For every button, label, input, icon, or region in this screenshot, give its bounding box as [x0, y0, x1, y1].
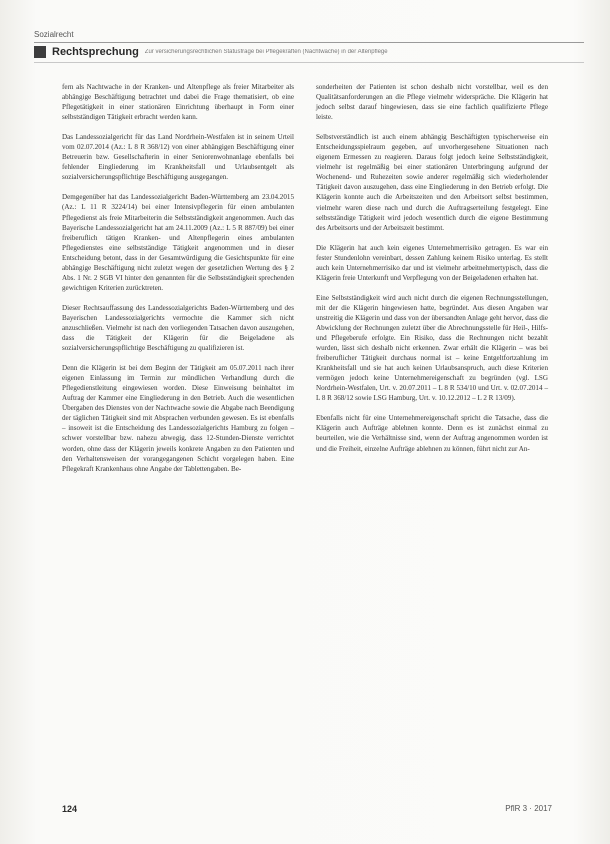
right-column — [316, 82, 548, 464]
paragraph: Die Klägerin hat auch kein eigenes Unternehmerrisiko getragen. Es war ein fester Stundenlohn vereinbart, dessen Zahlung keinem Risiko unterlag. Es stellt auch kein Unternehmerrisiko dar und ist vielmehr arbeitnehmertypisch, dass die Klägerin freie Unterkunft und Verpflegung von der Beigeladenen erhalten hat. — [316, 243, 548, 282]
header-rule — [34, 42, 584, 43]
paragraph: Das Landessozialgericht für das Land Nordrhein-Westfalen ist in seinem Urteil vom 02.07.2014 (Az.: L 8 R 368/12) von einer abhängigen Beschäftigung einer Betreuerin bzw. Gesellschafterin in einer Seniorenwohnanlage ebenfalls bei fehlender Eingliederung im Krankheitsfall und Urlaubsentgelt als sozialversicherungspflichtige Beschäftigung ausgegangen. — [62, 133, 294, 182]
paragraph: Eine Selbstständigkeit wird auch nicht durch die eigenen Rechnungsstellungen, mit der die Klägerin hingewiesen hatte, begründet. Aus diesen Angaben war unstreitig die Klägerin und dass von der übersandten Anlage geht hervor, dass die Abwicklung der Rechnungen zuletzt über die Abrechnungsstelle für Heil-, Hilfs- und Pflegeberufe erfolgte. Ein Risiko, dass die Rechnungen nicht bezahlt wurden, lässt sich deshalb nicht erkennen. Zwar erhält die Klägerin – was bei freiberuflicher Tätigkeit durchaus normal ist – keine Entgeltfortzahlung im Krankheitsfall und sie hat auch keinen Urlaubsanspruch, auch diese Kriterien vermögen jedoch keine Unternehmereigenschaft zu begründen (vgl. LSG Nordrhein-Westfalen, Urt. v. 20.07.2011 – L 8 R 534/10 und Urt. v. 02.07.2014 – L 8 R 368/12 sowie LSG Hamburg, Urt. v. 10.12.2012 – L 2 R 13/09). — [316, 293, 548, 403]
section-label: Sozialrecht — [34, 30, 74, 39]
paragraph: Dieser Rechtsauffassung des Landessozialgerichts Baden-Württemberg und des Bayerischen Landessozialgerichts vermochte die Kammer sich nicht anzuschließen. Vielmehr ist nach den vorliegenden Tatsachen davon auszugehen, dass die Tätigkeit der Klägerin für die Beigeladene als sozialversicherungspflichtige Beschäftigung zu qualifizieren ist. — [62, 303, 294, 353]
paragraph: Denn die Klägerin ist bei dem Beginn der Tätigkeit am 05.07.2011 nach ihrer eigenen Einlassung im Termin zur mündlichen Verhandlung durch die Pflegedienstleitung eingewiesen worden. Diese Einweisung beinhaltet im Auftrag der Kammer eine Eingliederung in den Betrieb. Auch die wesentlichen Übergaben des Dienstes von der Nachtwache sowie die Abgabe nach Beendigung der täglichen Tätigkeit sind mit Absprachen verbunden gewesen. Es ist ebenfalls – insoweit ist die Entscheidung des Landessozialgerichts Hamburg zu folgen – schwer vorstellbar bzw. nahezu abwegig, dass 12-Stunden-Dienste verrichtet worden, ohne dass der Klägerin jeweils konkrete Angaben zu den Patienten und den Verhaltensweisen der vorangegangenen Schicht vorgelegen haben. Eine Pflegekraft Krankenhaus ohne Angabe der Tablettengaben. Be- — [62, 364, 294, 473]
header-marker-block — [34, 46, 46, 58]
header-divider — [34, 62, 584, 63]
header-subtitle: Zur versicherungsrechtlichen Statusfrage bei Pflegekräften (Nachtwache) in der Altenpflege — [144, 49, 388, 55]
journal-issue: PflR 3 · 2017 — [505, 804, 552, 813]
paragraph: fern als Nachtwache in der Kranken- und Altenpflege als freier Mitarbeiter als abhängige Beschäftigung betrachtet und dabei die Frage thematisiert, ob eine Pflegetätigkeit in einer stationären Einrichtung überhaupt in Form einer selbstständigen Tätigkeit erbracht werden kann. — [62, 83, 294, 122]
paragraph: Demgegenüber hat das Landessozialgericht Baden-Württemberg am 23.04.2015 (Az.: L 11 R 3224/14) bei einer Intensivpflegerin für einen ambulanten Pflegedienst als freie Mitarbeiterin die Selbstständigkeit angenommen. Auch das Bayerische Landessozialgericht hat am 24.11.2009 (Az.: L 5 R 887/09) bei einer freiberuflich tätigen Kranken- und Altenpflegerin eines ambulanten Pflegedienstes eine selbstständige Tätigkeit angenommen und in dieser Entscheidung betont, dass in der Gesamtwürdigung die Gesichtspunkte für eine abhängige Beschäftigung nicht zuletzt wegen der gesetzlichen Wertung des § 2 Abs. 1 Nr. 2 SGB VI hinter den genannten für die Selbstständigkeit sprechenden gewichtigen Kriterien zurücktreten. — [62, 193, 294, 292]
header-title: Rechtsprechung — [52, 46, 139, 58]
page-number: 124 — [62, 804, 78, 814]
paragraph: Ebenfalls nicht für eine Unternehmereigenschaft spricht die Tatsache, dass die Klägerin auch Aufträge ablehnen konnte. Denn es ist zunächst einmal zu beurteilen, wie die Verhältnisse sind, wenn der Auftrag angenommen worden ist und die Freiheit, einzelne Aufträge ablehnen zu können, führt nicht zur An- — [316, 414, 548, 453]
paragraph: Selbstverständlich ist auch einem abhängig Beschäftigten typischerweise ein Entscheidungsspielraum gegeben, auf unvorhergesehene Situationen nach eigenem Ermessen zu reagieren. Daraus folgt jedoch keine Selbstständigkeit, vielmehr ist regelmäßig bei einer stationären Unterbringung aufgrund der Wochenend- und Ruhezeiten sowie anderer regelmäßig sich wiederholender Tätigkeit davon auszugehen, dass eine Eingliederung in den Betrieb erfolgt. Die Klägerin konnte auch die Arbeitszeiten und den Arbeitsort selbst bestimmen, vielmehr waren diese nach und durch die Auftragserteilung festgelegt. Eine selbstständige Tätigkeit wird jedoch wesentlich durch die eigene Bestimmung des Arbeitsorts und der Arbeitszeit bestimmt. — [316, 133, 548, 232]
running-header — [34, 45, 584, 59]
paragraph: sonderheiten der Patienten ist schon deshalb nicht vorstellbar, weil es den Qualitätsanforderungen an die Pflege vielmehr widerspräche. Die Klägerin hat jedoch selbst darauf hingewiesen, dass sie eine fachlich qualifizierte Pflege leiste. — [316, 83, 548, 122]
left-column — [62, 82, 294, 484]
